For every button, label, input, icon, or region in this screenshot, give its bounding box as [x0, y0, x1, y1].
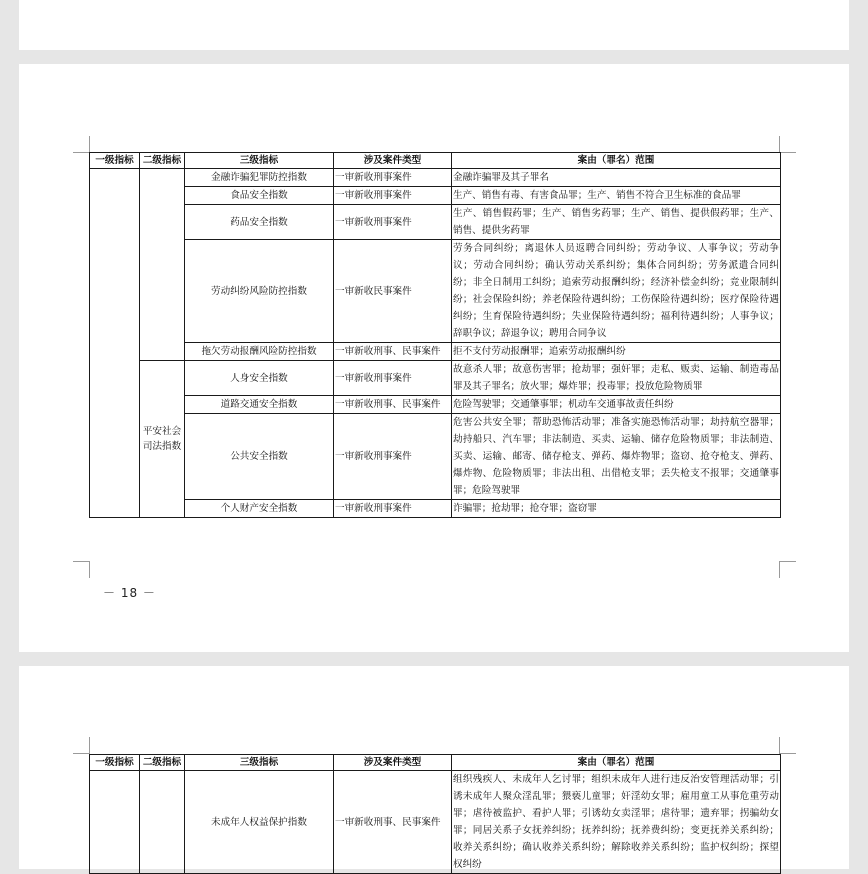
previous-page [19, 0, 849, 50]
table-header-row [90, 153, 781, 169]
table-row [90, 771, 781, 874]
table-row [90, 187, 781, 205]
indicator-cell: 个人财产安全指数 [185, 500, 334, 518]
indicator-table-continued [89, 754, 781, 874]
crop-mark-top-right [779, 136, 796, 153]
scope-cell: 组织残疾人、未成年人乞讨罪；组织未成年人进行违反治安管理活动罪；引诱未成年人聚众淫乱罪；猥亵儿童罪；奸淫幼女罪；雇用童工从事危重劳动罪；虐待被监护、看护人罪；引诱幼女卖淫罪；虐待罪；遗弃罪；拐骗幼女罪；同居关系子女抚养纠纷；抚养纠纷；抚养费纠纷；变更抚养关系纠纷；收养关系纠纷；确认收养关系纠纷；解除收养关系纠纷；监护权纠纷；探望权纠纷 [452, 771, 781, 874]
case-type-cell: 一审新收刑事案件 [334, 205, 452, 240]
header-case-type: 涉及案件类型 [334, 755, 452, 771]
table-row [90, 240, 781, 343]
table-row [90, 414, 781, 500]
scope-cell: 生产、销售假药罪；生产、销售劣药罪；生产、销售、提供假药罪；生产、销售、提供劣药罪 [452, 205, 781, 240]
case-type-cell: 一审新收刑事、民事案件 [334, 343, 452, 361]
indicator-cell: 公共安全指数 [185, 414, 334, 500]
header-level1: 一级指标 [90, 755, 140, 771]
indicator-cell: 未成年人权益保护指数 [185, 771, 334, 874]
scope-cell: 劳务合同纠纷；离退休人员返聘合同纠纷；劳动争议、人事争议；劳动争议；劳动合同纠纷；确认劳动关系纠纷；集体合同纠纷；劳务派遣合同纠纷；非全日制用工纠纷；追索劳动报酬纠纷；经济补偿金纠纷；竞业限制纠纷；社会保险纠纷；养老保险待遇纠纷；工伤保险待遇纠纷；医疗保险待遇纠纷；生育保险待遇纠纷；失业保险待遇纠纷；福利待遇纠纷；人事争议；辞职争议；辞退争议；聘用合同争议 [452, 240, 781, 343]
crop-mark-top-left [73, 136, 90, 153]
table-row [90, 169, 781, 187]
level2-cell [140, 771, 185, 874]
case-type-cell: 一审新收刑事案件 [334, 169, 452, 187]
case-type-cell: 一审新收刑事、民事案件 [334, 771, 452, 874]
crop-mark-top-left [73, 737, 90, 754]
indicator-cell: 药品安全指数 [185, 205, 334, 240]
level2-cell [140, 169, 185, 361]
case-type-cell: 一审新收刑事、民事案件 [334, 396, 452, 414]
table-row [90, 361, 781, 396]
table-row [90, 500, 781, 518]
table-row [90, 343, 781, 361]
level1-cell [90, 169, 140, 518]
table-header-row [90, 755, 781, 771]
document-page [19, 64, 849, 652]
indicator-cell: 道路交通安全指数 [185, 396, 334, 414]
next-page [19, 666, 849, 869]
crop-mark-bottom-left [73, 561, 90, 578]
table-row [90, 396, 781, 414]
header-level3: 三级指标 [185, 153, 334, 169]
header-level2: 二级指标 [140, 153, 185, 169]
crop-mark-top-right [779, 737, 796, 754]
scope-cell: 金融诈骗罪及其子罪名 [452, 169, 781, 187]
header-case-type: 涉及案件类型 [334, 153, 452, 169]
header-level1: 一级指标 [90, 153, 140, 169]
level2-cell-safety: 平安社会司法指数 [140, 361, 185, 518]
case-type-cell: 一审新收刑事案件 [334, 414, 452, 500]
indicator-cell: 劳动纠纷风险防控指数 [185, 240, 334, 343]
scope-cell: 生产、销售有毒、有害食品罪；生产、销售不符合卫生标准的食品罪 [452, 187, 781, 205]
scope-cell: 危害公共安全罪；帮助恐怖活动罪；准备实施恐怖活动罪；劫持航空器罪；劫持船只、汽车罪；非法制造、买卖、运输、储存危险物质罪；非法制造、买卖、运输、邮寄、储存枪支、弹药、爆炸物罪；盗窃、抢夺枪支、弹药、爆炸物、危险物质罪；非法出租、出借枪支罪；丢失枪支不报罪；交通肇事罪；危险驾驶罪 [452, 414, 781, 500]
header-scope: 案由（罪名）范围 [452, 153, 781, 169]
page-number: － 18 － [103, 586, 156, 600]
case-type-cell: 一审新收刑事案件 [334, 361, 452, 396]
indicator-cell: 人身安全指数 [185, 361, 334, 396]
indicator-table [89, 152, 781, 518]
scope-cell: 危险驾驶罪；交通肇事罪；机动车交通事故责任纠纷 [452, 396, 781, 414]
case-type-cell: 一审新收刑事案件 [334, 187, 452, 205]
crop-mark-bottom-right [779, 561, 796, 578]
indicator-cell: 食品安全指数 [185, 187, 334, 205]
header-level2: 二级指标 [140, 755, 185, 771]
indicator-cell: 拖欠劳动报酬风险防控指数 [185, 343, 334, 361]
case-type-cell: 一审新收民事案件 [334, 240, 452, 343]
table-row [90, 205, 781, 240]
scope-cell: 诈骗罪；抢劫罪；抢夺罪；盗窃罪 [452, 500, 781, 518]
scope-cell: 拒不支付劳动报酬罪；追索劳动报酬纠纷 [452, 343, 781, 361]
indicator-cell: 金融诈骗犯罪防控指数 [185, 169, 334, 187]
header-scope: 案由（罪名）范围 [452, 755, 781, 771]
level1-cell [90, 771, 140, 874]
scope-cell: 故意杀人罪；故意伤害罪；抢劫罪；强奸罪；走私、贩卖、运输、制造毒品罪及其子罪名；放火罪；爆炸罪；投毒罪；投放危险物质罪 [452, 361, 781, 396]
case-type-cell: 一审新收刑事案件 [334, 500, 452, 518]
header-level3: 三级指标 [185, 755, 334, 771]
